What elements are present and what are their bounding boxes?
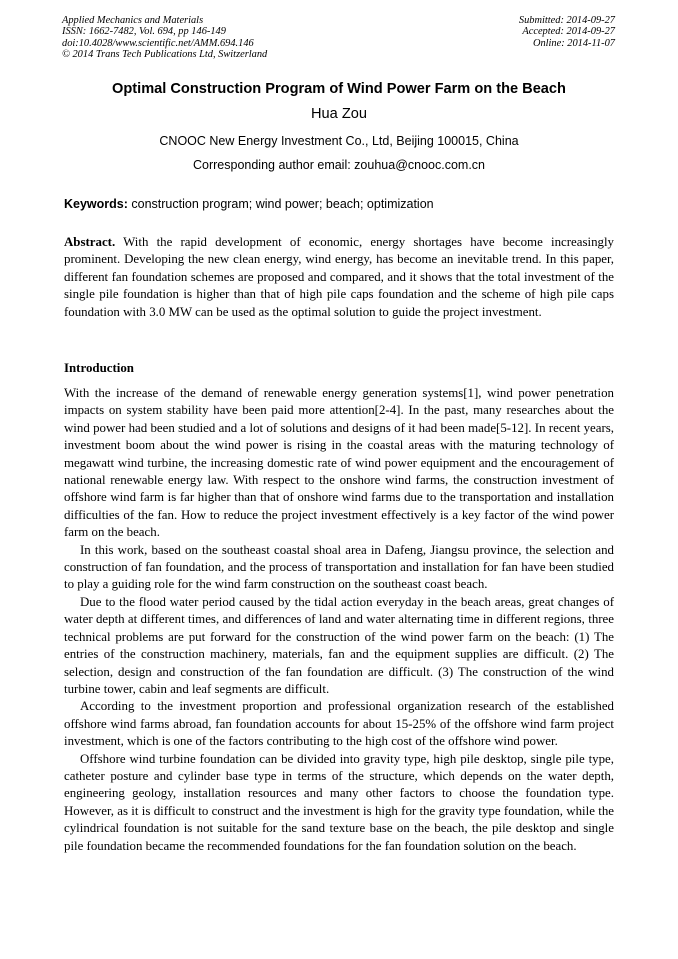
intro-paragraph-3: Due to the flood water period caused by the tidal action everyday in the beach areas, great changes of water depth at different times, and differences of land and water alternating time in different regions, three technical problems are put forward for the construction of the wind power farm on the beach: (1) The entries of the construction machinery, materials, fan and the equipment supplies are difficult. (2) The selection, design and construction of the fan foundation are difficult. (3) The construction of the wind turbine tower, cabin and leaf segments are difficult. xyxy=(64,594,614,696)
accepted-date: Accepted: 2014-09-27 xyxy=(522,26,615,38)
journal-name: Applied Mechanics and Materials xyxy=(62,15,204,26)
journal-doi: doi:10.4028/www.scientific.net/AMM.694.146 xyxy=(62,37,254,49)
journal-copyright: © 2014 Trans Tech Publications Ltd, Switzerland xyxy=(62,49,268,61)
abstract xyxy=(64,234,614,321)
abstract-text: With the rapid development of economic, energy shortages have become increasingly prominent. Developing the new clean energy, wind energy, has become an inevitable trend. In this paper, different fan foundation schemes are proposed and compared, and it shows that the total investment of the single pile foundation is higher than that of high pile caps foundation and the scheme of high pile caps foundation with 3.0 MW can be used as the optimal solution to guide the project investment. xyxy=(64,235,614,319)
keywords xyxy=(64,196,616,212)
journal-header-left xyxy=(62,15,267,61)
intro-paragraph-5: Offshore wind turbine foundation can be divided into gravity type, high pile desktop, single pile type, catheter posture and cylinder base type in terms of the structure, which depends on the water depth, engineering geology, installation resources and many other factors to choose the foundation type. However, as it is difficult to construct and the investment is high for the gravity type foundation, while the cylindrical foundation is not suitable for the sand texture base on the beach, the pile desktop and single pile foundation became the recommended foundations for the fan foundation solution on the beach. xyxy=(64,751,614,853)
section-heading-introduction: Introduction xyxy=(64,361,134,375)
introduction-body xyxy=(64,385,614,855)
paper-title: Optimal Construction Program of Wind Power Farm on the Beach xyxy=(112,81,566,97)
journal-header-right xyxy=(519,15,615,49)
intro-paragraph-4: According to the investment proportion and professional organization research of the established offshore wind farms abroad, fan foundation accounts for about 15-25% of the offshore wind farm project investment, which is one of the factors contributing to the high cost of the offshore wind power. xyxy=(64,699,614,749)
keywords-text: construction program; wind power; beach; optimization xyxy=(127,197,434,211)
intro-paragraph-1: With the increase of the demand of renewable energy generation systems[1], wind power penetration impacts on system stability have been paid more attention[2-4]. In the past, many researches about the wind power had been studied and a lot of solutions and designs of it had been made[5-12]. In recent years, investment boom about the wind power is rising in the coastal areas with the maturing technology of megawatt wind turbine, the increasing domestic rate of wind power equipment and the encouragement of national renewable energy law. With respect to the onshore wind farms, the construction investment of offshore wind farm is far higher than that of onshore wind farms due to the transportation and installation difficulties of the fan. How to reduce the project investment effectively is a key factor of the wind power farm on the beach. xyxy=(64,386,614,540)
submitted-date: Submitted: 2014-09-27 xyxy=(518,15,615,26)
paper-author: Hua Zou xyxy=(311,106,367,122)
intro-paragraph-2: In this work, based on the southeast coastal shoal area in Dafeng, Jiangsu province, the selection and construction of fan foundation, and the process of transportation and installation for fan have been studied to play a guiding role for the wind farm construction on the southeast coast beach. xyxy=(64,542,614,592)
abstract-label: Abstract. xyxy=(64,235,116,249)
keywords-label: Keywords: xyxy=(64,197,128,211)
author-email: Corresponding author email: zouhua@cnooc.com.cn xyxy=(192,158,486,172)
journal-issn: ISSN: 1662-7482, Vol. 694, pp 146-149 xyxy=(62,26,226,38)
author-affiliation: CNOOC New Energy Investment Co., Ltd, Beijing 100015, China xyxy=(159,134,519,148)
online-date: Online: 2014-11-07 xyxy=(532,37,615,49)
